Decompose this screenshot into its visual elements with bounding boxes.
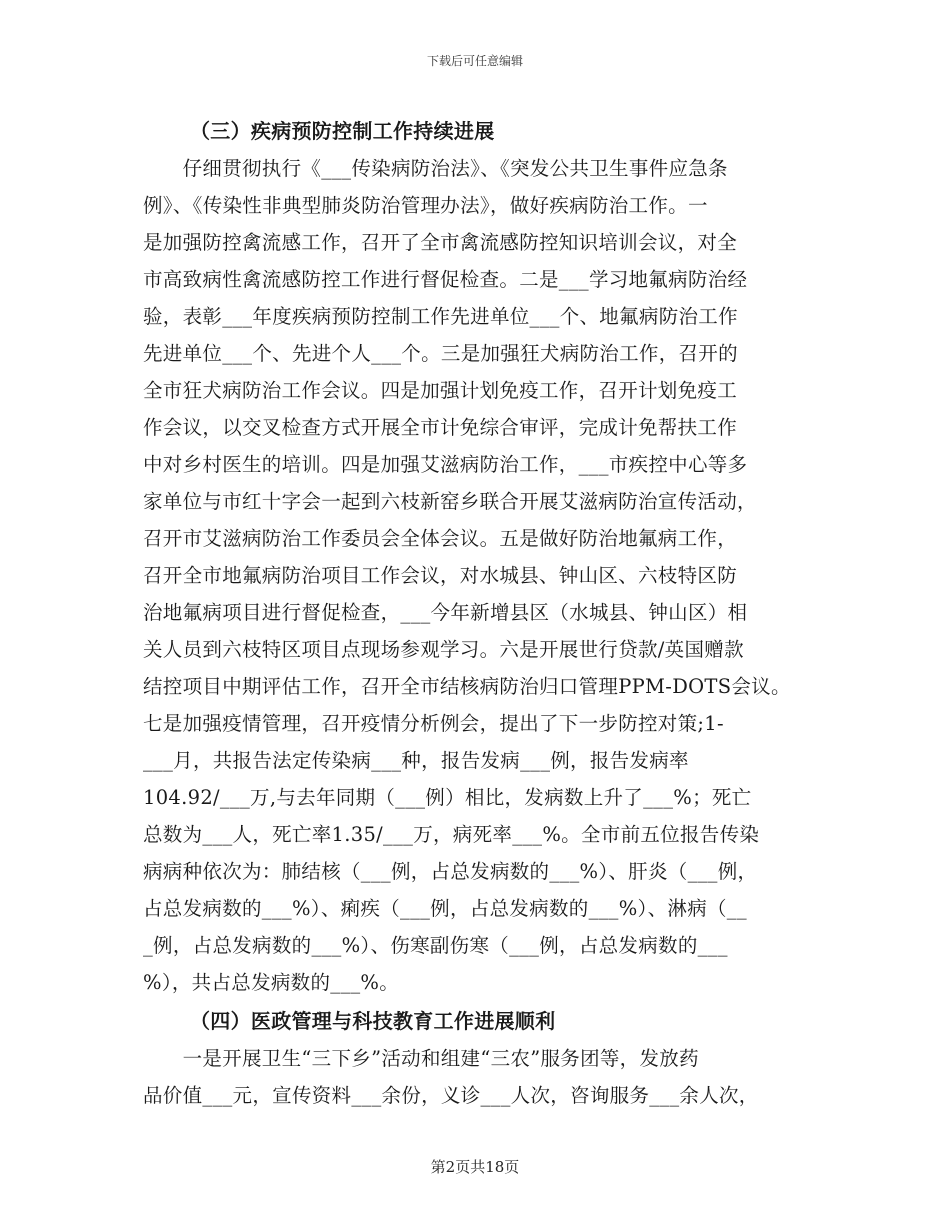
body-line: ___月，共报告法定传染病___种，报告发病___例，报告发病率 — [143, 749, 689, 772]
page-footer: 第2页共18页 — [430, 1158, 520, 1176]
body-line: 全市狂犬病防治工作会议。四是加强计划免疫工作，召开计划免疫工 — [143, 379, 738, 402]
body-line: 是加强防控禽流感工作，召开了全市禽流感防控知识培训会议，对全 — [143, 231, 738, 254]
body-line: 家单位与市红十字会一起到六枝新窑乡联合开展艾滋病防治宣传活动， — [143, 490, 757, 513]
body-line: 中对乡村医生的培训。四是加强艾滋病防治工作，___市疾控中心等多 — [143, 453, 748, 476]
body-line: 召开全市地氟病防治项目工作会议，对水城县、钟山区、六枝特区防 — [143, 564, 738, 587]
page-header: 下载后可任意编辑 — [426, 54, 523, 68]
body-line: 仔细贯彻执行《___传染病防治法》、《突发公共卫生事件应急条 — [143, 157, 728, 180]
body-line: 作会议，以交叉检查方式开展全市计免综合审评，完成计免帮扶工作 — [143, 416, 738, 439]
section-3-heading: （三）疾病预防控制工作持续进展 — [190, 119, 495, 143]
body-line: _例，占总发病数的___%）、伤寒副伤寒（___例，占总发病数的___ — [143, 934, 728, 957]
body-line: 先进单位___个、先进个人___个。三是加强狂犬病防治工作，召开的 — [143, 342, 738, 365]
body-line: 市高致病性禽流感防控工作进行督促检查。二是___学习地氟病防治经 — [143, 268, 748, 291]
body-line: 关人员到六枝特区项目点现场参观学习。六是开展世行贷款/英国赠款 — [143, 638, 744, 661]
section-4-heading: （四）医政管理与科技教育工作进展顺利 — [190, 1009, 556, 1033]
body-line: 104.92/___万,与去年同期（___例）相比，发病数上升了___%；死亡 — [143, 786, 752, 809]
body-line: 结控项目中期评估工作，召开全市结核病防治归口管理PPM-DOTS会议。 — [143, 675, 791, 698]
body-line: 占总发病数的___%）、痢疾（___例，占总发病数的___%）、淋病（__ — [143, 897, 747, 920]
body-line: 验，表彰___年度疾病预防控制工作先进单位___个、地氟病防治工作 — [143, 305, 738, 328]
body-line: 七是加强疫情管理，召开疫情分析例会，提出了下一步防控对策;1- — [143, 712, 724, 735]
body-line: 召开市艾滋病防治工作委员会全体会议。五是做好防治地氟病工作， — [143, 527, 738, 550]
body-line: %），共占总发病数的___%。 — [143, 971, 400, 994]
body-line: 治地氟病项目进行督促检查，___今年新增县区（水城县、钟山区）相 — [143, 601, 748, 624]
body-line: 例》、《传染性非典型肺炎防治管理办法》，做好疾病防治工作。一 — [143, 194, 708, 217]
body-line: 品价值___元，宣传资料___余份，义诊___人次，咨询服务___余人次， — [143, 1084, 759, 1107]
body-line: 总数为___人，死亡率1.35/___万，病死率___%。全市前五位报告传染 — [143, 823, 760, 846]
body-line: 一是开展卫生“三下乡”活动和组建“三农”服务团等，发放药 — [143, 1047, 699, 1070]
body-line: 病病种依次为：肺结核（___例，占总发病数的___%）、肝炎（___例， — [143, 860, 758, 883]
